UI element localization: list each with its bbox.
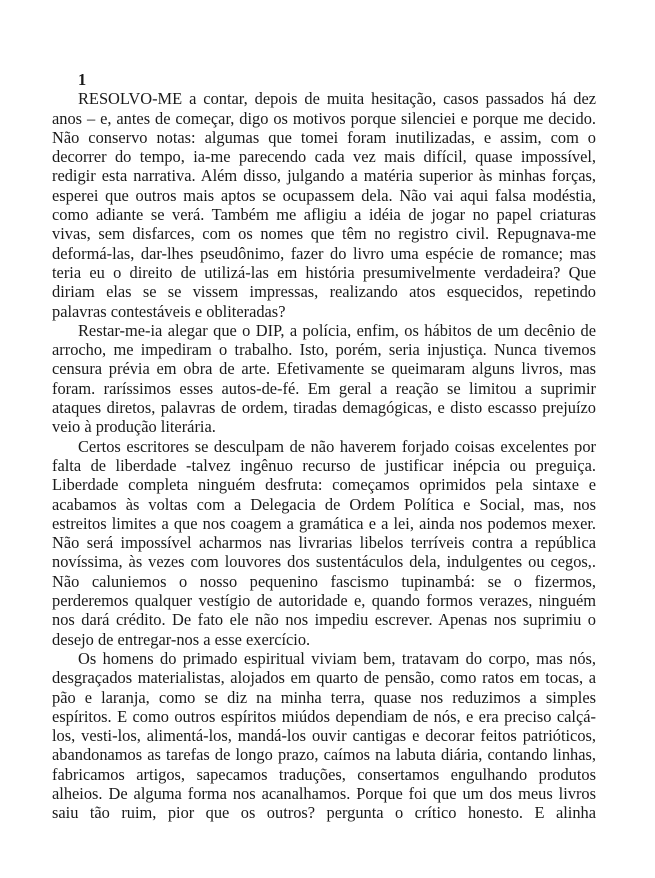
text-line: Restar-me-ia alegar que o DIP, a polícia, enfim, os hábitos de um decênio de <box>78 320 596 340</box>
text-line: perderemos qualquer vestígio de autoridade e, quando formos verazes, ninguém <box>52 591 596 611</box>
text-line: los, vesti-los, alimentá-los, mandá-los ouvir cantigas e decorar feitos patrióticos, <box>52 726 596 746</box>
chapter-number: 1 <box>78 70 87 89</box>
text-line: RESOLVO-ME a contar, depois de muita hesitação, casos passados há dez <box>78 89 596 109</box>
text-line: Não conservo notas: algumas que tomei foram inutilizadas, e assim, com o <box>52 127 596 147</box>
text-line: espíritos. E como outros espíritos miúdos dependiam de nós, e era preciso calçá- <box>52 706 596 726</box>
text-line: Liberdade completa ninguém desfruta: começamos oprimidos pela sintaxe e <box>52 475 596 495</box>
text-line: acabamos às voltas com a Delegacia de Ordem Política e Social, mas, nos <box>52 494 596 514</box>
text-line: anos – e, antes de começar, digo os motivos porque silenciei e porque me decido. <box>52 108 596 128</box>
text-line: redigir esta narrativa. Além disso, julgando a matéria superior às minhas forças, <box>52 166 596 186</box>
text-line: como adiante se verá. Também me afligiu a idéia de jogar no papel criaturas <box>52 205 596 225</box>
paragraph <box>52 89 596 321</box>
text-line: estreitos limites a que nos coagem a gramática e a lei, ainda nos podemos mexer. <box>52 513 596 533</box>
text-line: abandonamos as tarefas de longo prazo, caímos na labuta diária, contando linhas, <box>52 745 596 765</box>
text-line: falta de liberdade -talvez ingênuo recurso de justificar inépcia ou preguiça. <box>52 455 596 475</box>
text-line: diriam elas se se vissem impressas, realizando atos esquecidos, repetindo <box>52 282 596 302</box>
text-line: desejo de entregar-nos a esse exercício. <box>52 629 311 649</box>
text-line: ataques diretos, palavras de ordem, tiradas demagógicas, e disto escasso prejuízo <box>52 398 596 418</box>
text-line: Não caluniemos o nosso pequenino fascismo tupinambá: se o fizermos, <box>52 571 596 591</box>
paragraph <box>52 437 596 649</box>
text-line: deformá-las, dar-lhes pseudônimo, fazer do livro uma espécie de romance; mas <box>52 243 596 263</box>
text-line: alheios. De alguma forma nos acanalhamos. Porque foi que um dos meus livros <box>52 783 596 803</box>
body-text <box>52 89 596 822</box>
text-line: palavras contestáveis e obliteradas? <box>52 301 286 321</box>
text-line: teria eu o direito de utilizá-las em história presumivelmente verdadeira? Que <box>52 262 596 282</box>
text-line: Certos escritores se desculpam de não haverem forjado coisas excelentes por <box>78 436 596 456</box>
text-line: saiu tão ruim, pior que os outros? pergunta o crítico honesto. E alinha <box>52 803 596 823</box>
text-line: esperei que outros mais aptos se ocupassem dela. Não vai aqui falsa modéstia, <box>52 185 596 205</box>
text-line: Não será impossível acharmos nas livrarias libelos terríveis contra a república <box>52 533 596 553</box>
paragraph <box>52 649 596 823</box>
document-page <box>52 70 596 823</box>
text-line: pão e laranja, como se diz na minha terra, quase nos reduzimos a simples <box>52 687 596 707</box>
text-line: novíssima, às vezes com louvores dos sustentáculos dela, indulgentes ou cegos,. <box>52 552 596 572</box>
text-line: veio à produção literária. <box>52 417 216 437</box>
text-line: foram. raríssimos esses autos-de-fé. Em geral a reação se limitou a suprimir <box>52 378 596 398</box>
text-line: Os homens do primado espiritual viviam bem, tratavam do corpo, mas nós, <box>78 648 596 668</box>
text-line: fabricamos artigos, sapecamos traduções, consertamos engulhando produtos <box>52 764 596 784</box>
text-line: censura prévia em obra de arte. Efetivamente se queimaram alguns livros, mas <box>52 359 596 379</box>
text-line: arrocho, me impediram o trabalho. Isto, porém, seria injustiça. Nunca tivemos <box>52 340 596 360</box>
text-line: decorrer do tempo, ia-me parecendo cada vez mais difícil, quase impossível, <box>52 147 596 167</box>
text-line: desgraçados materialistas, alojados em quarto de pensão, como ratos em tocas, a <box>52 668 596 688</box>
text-line: vivas, sem disfarces, com os nomes que têm no registro civil. Repugnava-me <box>52 224 596 244</box>
text-line: nos dará crédito. De fato ele não nos impediu escrever. Apenas nos suprimiu o <box>52 610 596 630</box>
paragraph <box>52 321 596 437</box>
